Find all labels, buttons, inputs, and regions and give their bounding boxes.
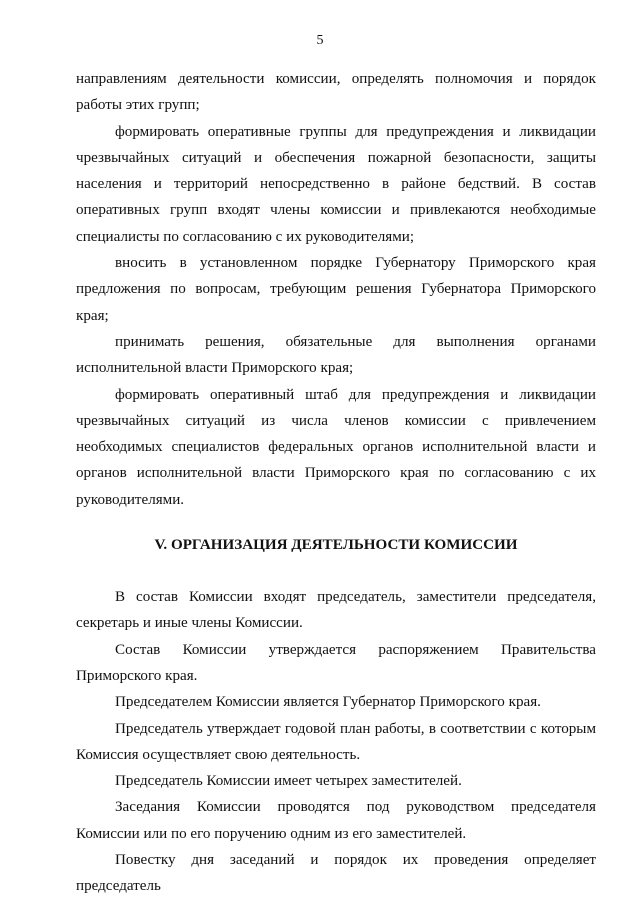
paragraph: формировать оперативные группы для предупреждения и ликвидации чрезвычайных ситуаций и обеспечения пожарной безопасности, защиты населения и территорий непосредственно в районе бедствий. В состав оперативных групп входят члены комиссии и привлекаются необходимые специалисты по согласованию с их руководителями;	[76, 123, 596, 245]
section-heading: V. ОРГАНИЗАЦИЯ ДЕЯТЕЛЬНОСТИ КОМИССИИ	[154, 537, 518, 554]
document-body	[76, 66, 596, 900]
paragraph: Председателем Комиссии является Губернатор Приморского края.	[115, 694, 541, 711]
paragraph: В состав Комиссии входят председатель, заместители председателя, секретарь и иные члены Комиссии.	[76, 589, 596, 632]
paragraph: Заседания Комиссии проводятся под руководством председателя Комиссии или по его поручению одним из его заместителей.	[76, 799, 596, 842]
paragraph: Состав Комиссии утверждается распоряжением Правительства Приморского края.	[76, 641, 596, 684]
paragraph: Председатель утверждает годовой план работы, в соответствии с которым Комиссия осуществляет свою деятельность.	[76, 720, 596, 763]
paragraph: направлениям деятельности комиссии, определять полномочия и порядок работы этих групп;	[76, 71, 596, 114]
paragraph: принимать решения, обязательные для выполнения органами исполнительной власти Приморского края;	[76, 333, 596, 377]
paragraph: вносить в установленном порядке Губернатору Приморского края предложения по вопросам, требующим решения Губернатора Приморского края;	[76, 255, 596, 324]
page-number: 5	[316, 33, 324, 48]
paragraph: формировать оперативный штаб для предупреждения и ликвидации чрезвычайных ситуаций из числа членов комиссии с привлечением необходимых специалистов федеральных органов исполнительной власти и органов исполнительной власти Приморского края по согласованию с их руководителями.	[76, 386, 596, 508]
paragraph: Председатель Комиссии имеет четырех заместителей.	[115, 773, 462, 790]
paragraph: Повестку дня заседаний и порядок их проведения определяет председатель	[76, 852, 596, 895]
